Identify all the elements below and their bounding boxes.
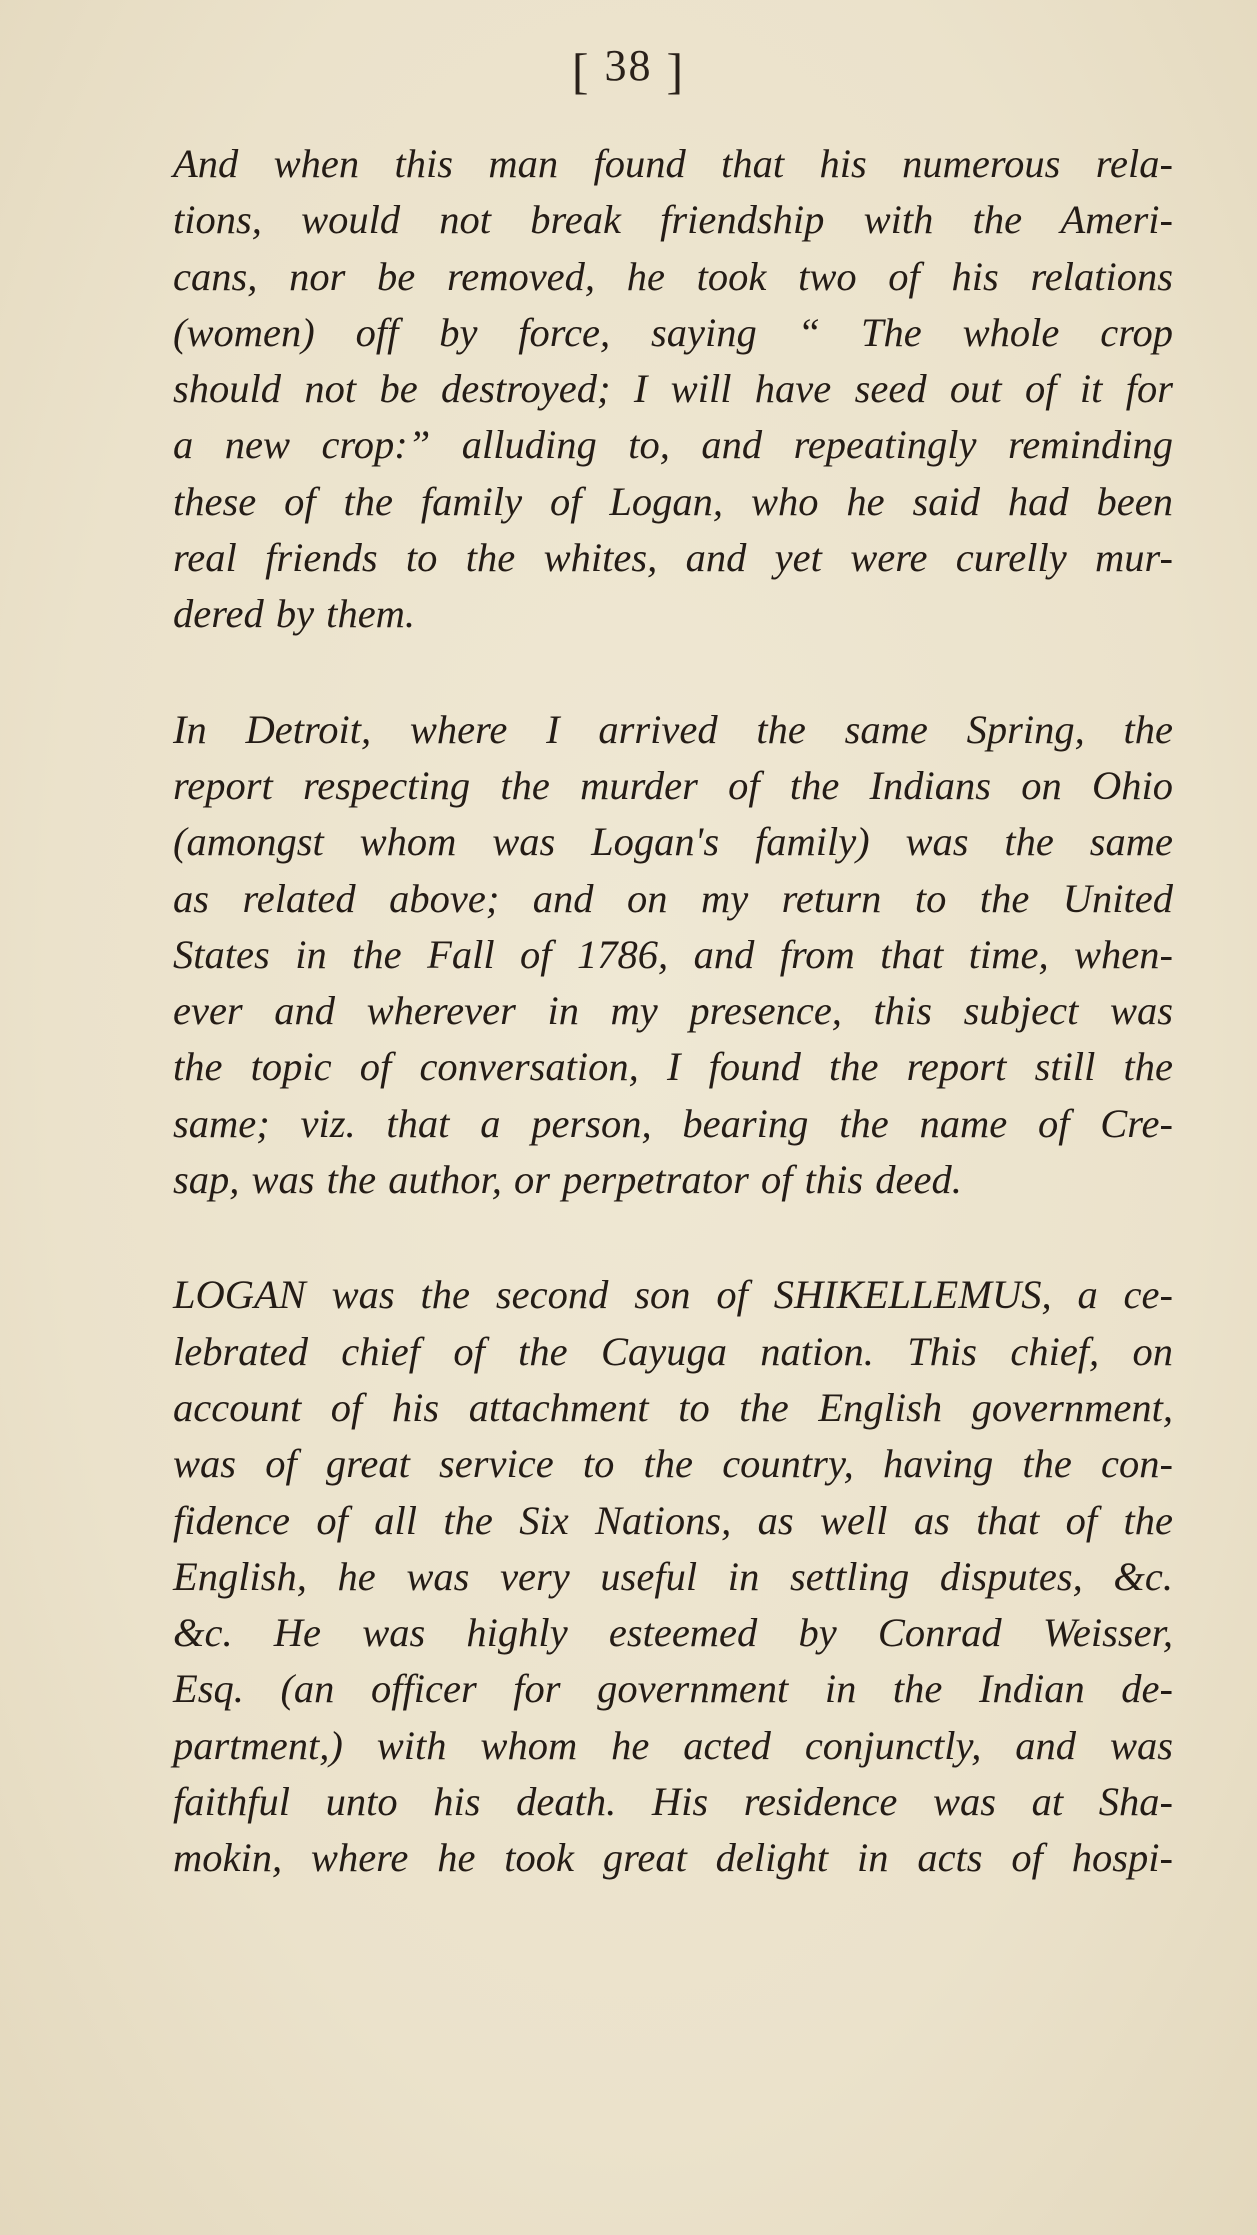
- text-line: fidence of all the Six Nations, as well as that of the: [173, 1497, 1173, 1543]
- text-line: should not be destroyed; I will have seed out of it for: [173, 366, 1173, 412]
- page-number-open-bracket: [: [571, 43, 591, 99]
- text-line: Esq. (an officer for government in the Indian de-: [173, 1666, 1173, 1712]
- paragraph-2: [173, 702, 1173, 1209]
- text-line: same; viz. that a person, bearing the name of Cre-: [173, 1100, 1173, 1146]
- text-line: dered by them.: [173, 591, 416, 637]
- paragraph-3: [173, 1267, 1173, 1886]
- text-line: (women) off by force, saying “ The whole crop: [173, 309, 1173, 355]
- text-line: &c. He was highly esteemed by Conrad Weisser,: [173, 1610, 1173, 1656]
- page-number: [0, 40, 1257, 100]
- text-line: (amongst whom was Logan's family) was the same: [173, 819, 1173, 865]
- body-text: [173, 136, 1173, 1887]
- text-line: the topic of conversation, I found the report still the: [173, 1044, 1173, 1090]
- text-line: English, he was very useful in settling disputes, &c.: [173, 1553, 1173, 1599]
- page-number-close-bracket: ]: [666, 43, 686, 99]
- text-line: these of the family of Logan, who he said had been: [173, 478, 1173, 524]
- text-line: LOGAN was the second son of SHIKELLEMUS, a ce-: [173, 1272, 1173, 1318]
- text-line: report respecting the murder of the Indians on Ohio: [173, 762, 1173, 808]
- text-line: was of great service to the country, having the con-: [173, 1441, 1173, 1487]
- text-line: tions, would not break friendship with the Ameri-: [173, 197, 1173, 243]
- paragraph-1: [173, 136, 1173, 643]
- text-line: And when this man found that his numerous rela-: [173, 141, 1173, 186]
- text-line: sap, was the author, or perpetrator of this deed.: [173, 1157, 962, 1203]
- text-line: faithful unto his death. His residence was at Sha-: [173, 1779, 1173, 1825]
- text-line: mokin, where he took great delight in acts of hospi-: [173, 1835, 1173, 1881]
- text-line: States in the Fall of 1786, and from that time, when-: [173, 931, 1173, 977]
- page-number-value: 38: [604, 41, 653, 90]
- text-line: real friends to the whites, and yet were curelly mur-: [173, 535, 1173, 581]
- text-line: as related above; and on my return to the United: [173, 875, 1173, 921]
- text-line: a new crop:” alluding to, and repeatingly reminding: [173, 422, 1173, 468]
- text-line: cans, nor be removed, he took two of his relations: [173, 253, 1173, 299]
- text-line: lebrated chief of the Cayuga nation. This chief, on: [173, 1328, 1173, 1374]
- text-line: account of his attachment to the English government,: [173, 1384, 1173, 1430]
- text-line: In Detroit, where I arrived the same Spring, the: [173, 706, 1173, 752]
- text-line: ever and wherever in my presence, this subject was: [173, 988, 1173, 1034]
- text-line: partment,) with whom he acted conjunctly, and was: [173, 1722, 1173, 1768]
